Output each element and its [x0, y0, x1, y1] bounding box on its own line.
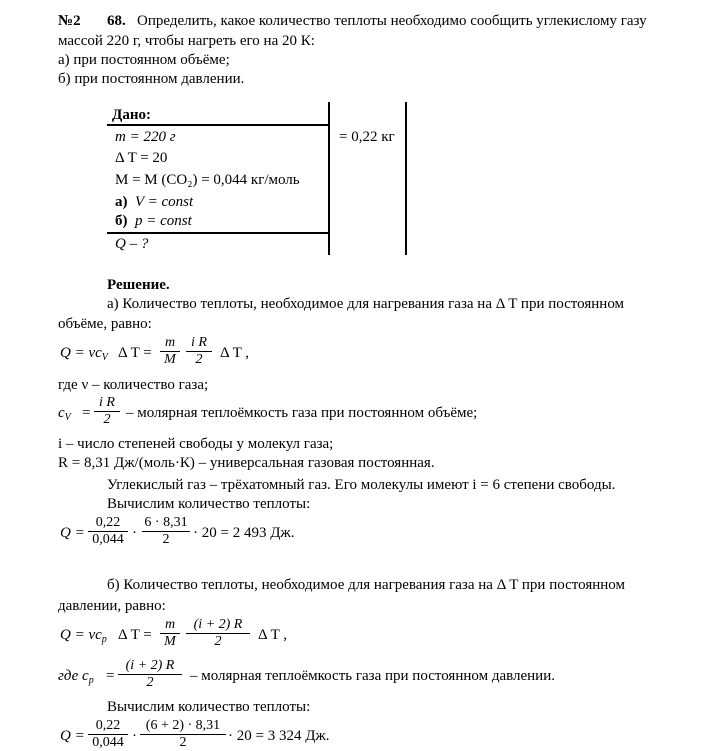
eq1-left: $Q = \nu c_V$ — [60, 345, 108, 363]
cp-fraction: $\frac{(i + 2) R}{2}$ — [118, 658, 182, 691]
given-bottom-rule — [107, 232, 329, 234]
part-a-intro-1: а) Количество теплоты, необходимое для нагревания газа на Δ T при постоянном — [107, 296, 625, 312]
given-b-label: б) — [115, 213, 128, 229]
statement-line-2: массой 220 г, чтобы нагреть его на 20 К: — [58, 33, 315, 49]
part-a-intro-2: объёме, равно: — [58, 316, 152, 332]
where-nu: где ν – количество газа; — [58, 377, 209, 393]
eq2-mid: Δ T = — [118, 627, 152, 643]
given-top-rule — [107, 124, 329, 126]
q1-left: Q = — [60, 525, 85, 541]
q1-fraction-mass: $\frac{0,22}{0,044}$ — [88, 515, 128, 548]
cp-where: где $c_p$ — [58, 668, 94, 686]
given-conversion: = 0,22 кг — [339, 129, 395, 145]
eq2-fraction-cp: $\frac{(i + 2) R}{2}$ — [186, 617, 250, 650]
co2-description: Углекислый газ – трёхатомный газ. Его молекулы имеют i = 6 степени свободы. — [107, 477, 616, 493]
cv-equals: = — [82, 405, 91, 421]
q1-result: · 20 = 2 493 Дж. — [193, 525, 295, 541]
eq1-mid: Δ T = — [118, 345, 152, 361]
given-right-divider — [405, 102, 407, 255]
i-description: i – число степеней свободы у молекул газа; — [58, 436, 334, 452]
q2-result: · 20 = 3 324 Дж. — [228, 728, 330, 744]
cp-equals: = — [106, 668, 115, 684]
cv-fraction: $\frac{\text{i R}}{2}$ — [94, 395, 120, 428]
solution-title: Решение. — [107, 277, 170, 293]
calc-heading-a: Вычислим количество теплоты: — [107, 496, 311, 512]
eq2-fraction-m-over-M: $\frac{m}{M}$ — [160, 617, 180, 650]
r-description: R = 8,31 Дж/(моль·К) – универсальная газовая постоянная. — [58, 455, 435, 471]
q2-dot: · — [132, 728, 137, 744]
eq1-fraction-m-over-M: $\frac{m}{M}$ — [160, 335, 180, 368]
given-molar-mass: M = M (CO₂) = 0,044 кг/моль — [115, 172, 300, 188]
q2-fraction-ir: $\frac{(6 + 2) \cdot 8,31}{2}$ — [140, 718, 226, 751]
given-dt: Δ T = 20 — [115, 150, 168, 166]
cp-description: – молярная теплоёмкость газа при постоянном давлении. — [190, 668, 555, 684]
eq2-left: $Q = \nu c_p$ — [60, 627, 107, 645]
problem-number: 68. — [107, 13, 126, 29]
given-a-condition: V = const — [135, 194, 194, 210]
eq1-end: Δ T , — [220, 345, 249, 361]
statement-line-1: Определить, какое количество теплоты необходимо сообщить углекислому газу — [137, 13, 647, 29]
given-b-condition: p = const — [135, 213, 192, 229]
part-b-intro-1: б) Количество теплоты, необходимое для нагревания газа на Δ T при постоянном — [107, 577, 626, 593]
given-title: Дано: — [112, 107, 151, 123]
given-find: Q – ? — [115, 236, 149, 252]
case-b: б) при постоянном давлении. — [58, 71, 245, 87]
q2-fraction-mass: $\frac{0,22}{0,044}$ — [88, 718, 128, 751]
problem-tag: №2 — [58, 13, 81, 29]
given-a-label: а) — [115, 194, 128, 210]
case-a: а) при постоянном объёме; — [58, 52, 230, 68]
given-m: m = 220 г — [115, 129, 176, 145]
eq1-fraction-iR-over-2: $\frac{\text{i R}}{2}$ — [186, 335, 212, 368]
cv-description: – молярная теплоёмкость газа при постоянном объёме; — [126, 405, 478, 421]
eq2-end: Δ T , — [258, 627, 287, 643]
q1-dot: · — [132, 525, 137, 541]
cv-left: $c_V$ — [58, 405, 71, 423]
calc-heading-b: Вычислим количество теплоты: — [107, 699, 311, 715]
q1-fraction-ir: $\frac{6 \cdot 8,31}{2}$ — [142, 515, 190, 548]
part-b-intro-2: давлении, равно: — [58, 598, 166, 614]
q2-left: Q = — [60, 728, 85, 744]
